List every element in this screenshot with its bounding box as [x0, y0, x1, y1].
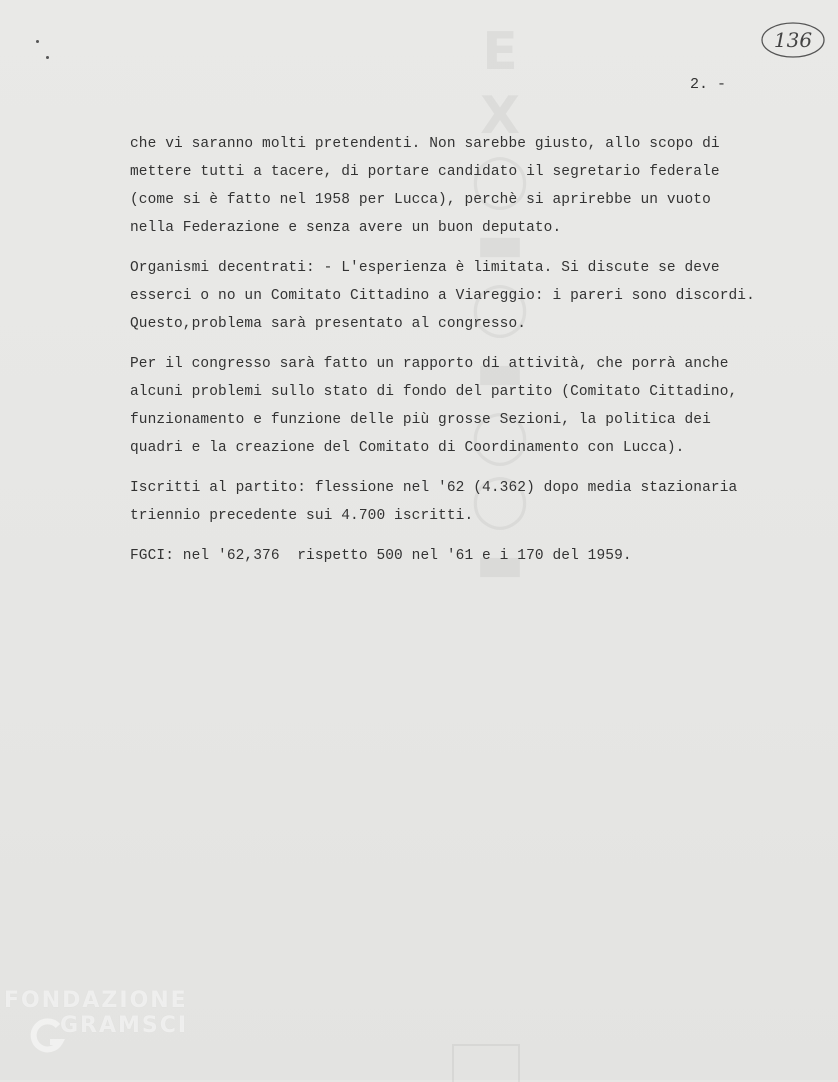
- text-line: (come si è fatto nel 1958 per Lucca), perchè si aprirebbe un vuoto: [130, 192, 711, 208]
- paragraph: [130, 542, 830, 570]
- text-line: funzionamento e funzione delle più grosse Sezioni, la politica dei: [130, 412, 711, 428]
- ink-dot-mark: [36, 40, 39, 43]
- typed-page-number: 2. -: [690, 76, 727, 93]
- text-line: Iscritti al partito: flessione nel '62 (4.362) dopo media stazionaria: [130, 480, 738, 496]
- text-line: Per il congresso sarà fatto un rapporto di attività, che porrà anche: [130, 356, 729, 372]
- paragraph: [130, 254, 830, 338]
- ink-dot-mark: [46, 56, 49, 59]
- paragraph: [130, 474, 830, 530]
- text-line: che vi saranno molti pretendenti. Non sarebbe giusto, allo scopo di: [130, 136, 720, 152]
- text-line: triennio precedente sui 4.700 iscritti.: [130, 508, 474, 524]
- text-line: nella Federazione e senza avere un buon deputato.: [130, 220, 562, 236]
- handwritten-page-number-text: 136: [773, 28, 813, 52]
- handwritten-page-number: [760, 20, 826, 60]
- text-line: Questo,problema sarà presentato al congresso.: [130, 316, 527, 332]
- typed-body-text: [130, 130, 830, 582]
- archive-watermark: E X ◯ ▬ ◯ ▬ ◯ ◯ ▬: [470, 22, 530, 594]
- fondazione-gramsci-logo: [0, 988, 220, 1080]
- logo-line-2: GRAMSCI: [60, 1013, 189, 1038]
- text-line: mettere tutti a tacere, di portare candidato il segretario federale: [130, 164, 720, 180]
- paragraph: [130, 350, 830, 462]
- logo-line-1: FONDAZIONE: [4, 988, 188, 1013]
- text-line: alcuni problemi sullo stato di fondo del partito (Comitato Cittadino,: [130, 384, 738, 400]
- logo-g-icon: [28, 1016, 68, 1056]
- paragraph: [130, 130, 830, 242]
- text-line: FGCI: nel '62,376 rispetto 500 nel '61 e i 170 del 1959.: [130, 548, 632, 564]
- text-line: Organismi decentrati: - L'esperienza è limitata. Si discute se deve: [130, 260, 720, 276]
- text-line: esserci o no un Comitato Cittadino a Viareggio: i pareri sono discordi.: [130, 288, 755, 304]
- text-line: quadri e la creazione del Comitato di Coordinamento con Lucca).: [130, 440, 685, 456]
- archive-stamp-mark: [452, 1044, 520, 1082]
